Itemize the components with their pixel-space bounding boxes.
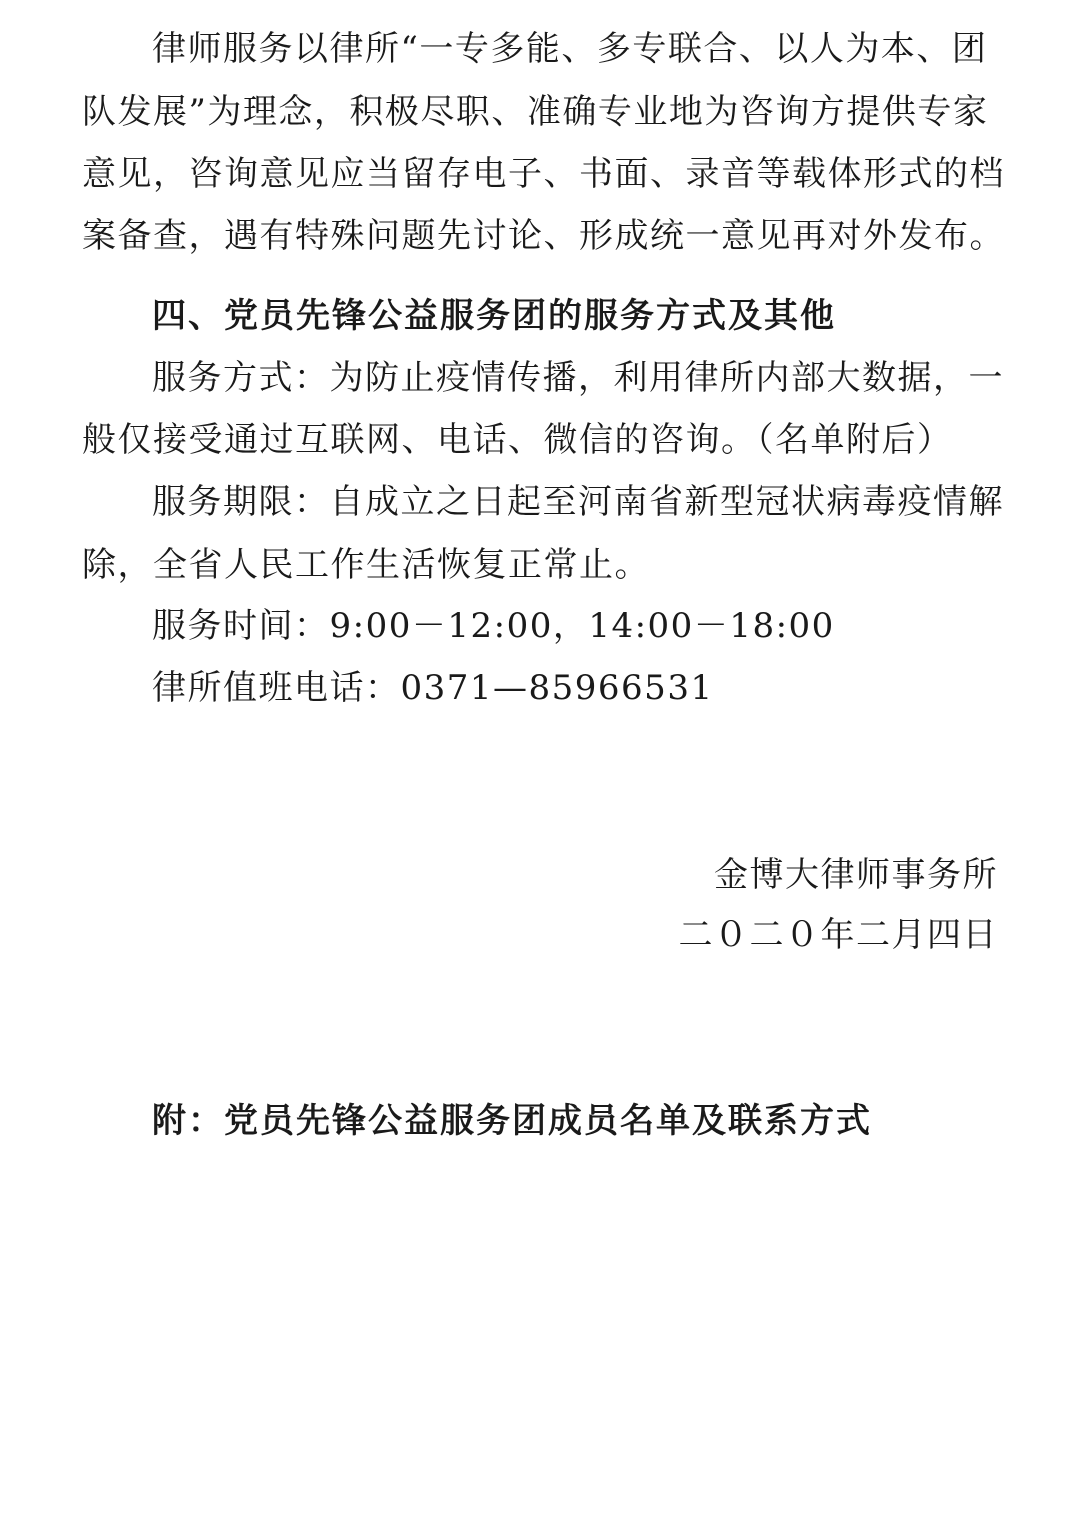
paragraph-line: 律师服务以律所“一专多能、多专联合、以人为本、团 <box>152 29 988 69</box>
signature-date: 二０二０年二月四日 <box>678 915 998 955</box>
service-period-text: 服务期限：自成立之日起至河南省新型冠状病毒疫情解 <box>152 482 1004 522</box>
service-method-text: 服务方式：为防止疫情传播，利用律所内部大数据，一 <box>152 358 1004 398</box>
service-period-text: 除，全省人民工作生活恢复正常止。 <box>82 545 650 585</box>
paragraph-line: 意见，咨询意见应当留存电子、书面、录音等载体形式的档 <box>82 154 1005 194</box>
service-method-text: 般仅接受通过互联网、电话、微信的咨询。（名单附后） <box>82 420 953 460</box>
signature-organization: 金博大律师事务所 <box>714 855 998 895</box>
section-heading: 四、党员先锋公益服务团的服务方式及其他 <box>152 296 836 336</box>
duty-phone-text: 律所值班电话：0371—85966531 <box>152 668 714 708</box>
paragraph-line: 案备查，遇有特殊问题先讨论、形成统一意见再对外发布。 <box>82 216 1005 256</box>
service-hours-text: 服务时间：9:00－12:00，14:00－18:00 <box>152 606 835 646</box>
paragraph-line: 队发展”为理念，积极尽职、准确专业地为咨询方提供专家 <box>82 92 989 132</box>
attachment-heading: 附：党员先锋公益服务团成员名单及联系方式 <box>152 1101 872 1141</box>
